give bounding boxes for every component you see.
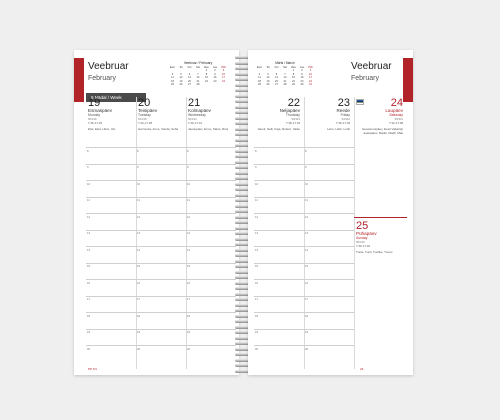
mini-day-cell: 13	[188, 76, 191, 80]
hour-label: 10	[137, 181, 141, 186]
day-name-en: Saturday	[389, 113, 403, 117]
mini-head-cell: Lau	[299, 66, 305, 69]
left-mini-title: Veebruar / February	[183, 61, 213, 65]
hour-label: 11	[305, 198, 308, 202]
mini-head-cell: Lau	[212, 66, 218, 69]
hour-label: 9	[87, 165, 89, 169]
sunday-separator	[354, 217, 407, 218]
day-column-19[interactable]	[86, 97, 137, 369]
mini-day-cell: 2	[214, 69, 216, 73]
hour-label: 20	[305, 346, 309, 351]
hour-line	[304, 164, 354, 169]
mini-day-cell: 25	[171, 82, 174, 86]
sunrise-sunset: 7:40–17:31	[188, 121, 202, 125]
hour-label: 15	[137, 264, 141, 268]
hour-label: 16	[305, 280, 309, 285]
sunrise-sunset: 7:35–17:36	[336, 121, 350, 125]
day-name-en: Friday	[340, 113, 350, 117]
hour-label: 18	[187, 313, 191, 318]
name-days: Janeli, Nelli, Kaja, Robert, Vaike	[257, 127, 300, 131]
hour-label: 11	[187, 198, 190, 202]
hour-line	[136, 147, 186, 153]
hour-label: 15	[87, 264, 91, 268]
hour-label: 17	[87, 297, 91, 301]
mini-head-cell: Ree	[291, 66, 296, 69]
hour-line	[304, 197, 354, 202]
right-month-en: February	[351, 75, 380, 82]
hour-label: 19	[255, 330, 259, 334]
mini-head-cell: Püh	[221, 66, 226, 69]
hour-label: 16	[255, 280, 259, 285]
mini-head-cell: Nel	[283, 66, 287, 69]
right-mini-calendar	[256, 61, 314, 86]
hour-line	[254, 147, 304, 153]
mini-day-cell: 26	[179, 82, 183, 86]
hour-line	[186, 345, 236, 351]
hour-line	[304, 312, 354, 318]
right-mini-body	[256, 69, 314, 86]
mini-head-cell: Kol	[274, 66, 279, 69]
mini-day-cell: 1	[292, 69, 295, 73]
hour-label: 18	[305, 313, 309, 318]
planner-spread	[74, 50, 413, 375]
sunrise-sunset: 7:45–17:26	[88, 121, 102, 125]
mini-day-cell	[203, 83, 210, 86]
hour-line	[254, 246, 304, 252]
hour-label: 20	[187, 346, 191, 351]
hour-line	[254, 329, 304, 334]
mini-day-cell: 16	[300, 76, 304, 80]
mini-day-cell: 11	[258, 76, 261, 80]
right-page-number: 23	[360, 367, 364, 371]
hour-line	[136, 180, 186, 186]
mini-day-cell: 24	[222, 79, 225, 83]
mini-day-cell	[220, 83, 227, 86]
hour-label: 13	[187, 231, 191, 235]
mini-day-cell: 27	[275, 82, 278, 86]
hour-label: 12	[87, 214, 91, 219]
day-count: 52/314	[188, 117, 197, 121]
left-month-en: February	[88, 75, 117, 82]
hour-line	[304, 345, 354, 351]
day-name-en: Tuesday	[138, 113, 151, 117]
mini-day-cell: 20	[275, 79, 278, 83]
hour-label: 9	[137, 165, 139, 169]
day-name-en: Thursday	[285, 113, 300, 117]
day-count: 56/310	[356, 240, 365, 244]
hour-line	[304, 213, 354, 219]
hour-line	[304, 230, 354, 235]
mini-day-cell: 24	[309, 79, 312, 83]
mini-day-cell	[212, 83, 219, 86]
hour-label: 8	[137, 148, 139, 153]
hour-line	[86, 147, 136, 153]
hour-line	[186, 246, 236, 252]
hour-line	[254, 263, 304, 268]
name-days: Tuule, Tuuli, Tuulike, Tuovo	[356, 250, 393, 254]
day-name: Teisipäev	[138, 108, 158, 113]
mini-day-cell: 21	[283, 79, 287, 83]
mini-day-cell: 14	[196, 76, 200, 80]
hour-line	[136, 345, 186, 351]
hour-line	[86, 230, 136, 235]
day-name-en: Monday	[88, 113, 101, 117]
hour-label: 10	[305, 181, 309, 186]
mini-day-cell: 11	[171, 76, 174, 80]
hour-label: 13	[255, 231, 259, 235]
mini-day-cell: 17	[309, 76, 312, 80]
name-days: Harmonia, Anne, Vanda, Sofia	[138, 127, 179, 131]
hour-label: 13	[305, 231, 309, 235]
mini-day-cell: 10	[222, 72, 225, 76]
hour-label: 9	[255, 165, 257, 169]
day-number: 25	[356, 220, 369, 232]
hour-line	[304, 147, 354, 153]
hour-label: 10	[87, 181, 91, 186]
name-days: Eha, Elsa, Hilve, Ülo	[88, 127, 116, 131]
hour-line	[86, 329, 136, 334]
hour-label: 14	[137, 247, 141, 252]
sunrise-sunset: 7:33–17:38	[389, 121, 403, 125]
hour-line	[86, 180, 136, 186]
hour-label: 10	[255, 181, 259, 186]
hour-line	[86, 197, 136, 202]
mini-head-cell: Tei	[179, 66, 183, 69]
hour-label: 19	[87, 330, 91, 334]
mini-day-cell: 13	[275, 76, 278, 80]
day-count: 51/315	[138, 117, 147, 121]
mini-head-cell: Püh	[308, 66, 313, 69]
mini-day-cell: 29	[292, 82, 295, 86]
hour-line	[186, 213, 236, 219]
hour-line	[136, 230, 186, 235]
hour-line	[86, 345, 136, 351]
hour-label: 20	[255, 346, 259, 351]
hour-line	[86, 296, 136, 301]
mini-day-cell: 18	[171, 79, 174, 83]
day-name: Kolmapäev	[188, 108, 211, 113]
day-name: Neljapäev	[279, 108, 300, 113]
hour-line	[254, 279, 304, 285]
hour-line	[254, 312, 304, 318]
left-week-bar: 8 Nädal / Week	[86, 93, 146, 102]
day-number: 20	[138, 97, 151, 109]
day-column-21[interactable]	[186, 97, 236, 369]
hour-label: 11	[137, 198, 140, 202]
hour-line	[186, 329, 236, 334]
hour-label: 13	[87, 231, 91, 235]
hour-line	[254, 213, 304, 219]
hour-line	[304, 296, 354, 301]
mini-day-cell: 9	[214, 72, 216, 76]
mini-day-cell: 8	[292, 72, 295, 76]
hour-label: 17	[255, 297, 259, 301]
mini-day-cell: 18	[258, 79, 261, 83]
hour-line	[86, 279, 136, 285]
mini-day-cell: 5	[180, 72, 182, 76]
hour-label: 14	[305, 247, 309, 252]
hour-line	[304, 279, 354, 285]
mini-day-cell: 19	[179, 79, 183, 83]
mini-day-cell: 7	[197, 72, 199, 76]
hour-label: 13	[137, 231, 141, 235]
mini-day-cell: 20	[188, 79, 191, 83]
day-name-en: Sunday	[356, 236, 368, 240]
day-number: 24	[390, 97, 403, 109]
hour-label: 12	[187, 214, 191, 219]
left-month-box	[86, 58, 138, 91]
hour-label: 19	[305, 330, 309, 334]
hour-line	[136, 213, 186, 219]
hour-label: 15	[255, 264, 259, 268]
hour-label: 18	[87, 313, 91, 318]
day-count: 53/313	[291, 117, 300, 121]
day-number: 19	[88, 97, 101, 109]
mini-day-cell: 16	[213, 76, 217, 80]
hour-line	[254, 345, 304, 351]
sunrise-sunset: 7:30–17:40	[356, 244, 370, 248]
left-mini-body	[169, 69, 227, 86]
hour-line	[136, 279, 186, 285]
hour-line	[304, 180, 354, 186]
hour-label: 17	[137, 297, 141, 301]
mini-day-cell: 6	[275, 72, 278, 76]
hour-line	[186, 180, 236, 186]
hour-line	[186, 263, 236, 268]
day-count: 50/316	[88, 117, 97, 121]
mini-day-cell: 3	[222, 69, 225, 73]
hour-line	[304, 246, 354, 252]
hour-label: 19	[187, 330, 191, 334]
left-red-tab	[74, 58, 84, 102]
hour-label: 18	[255, 313, 259, 318]
mini-day-cell: 6	[188, 72, 191, 76]
hour-line	[136, 197, 186, 202]
hour-label: 8	[87, 148, 89, 153]
mini-day-cell: 5	[267, 72, 269, 76]
hour-label: 17	[305, 297, 309, 301]
mini-week-row	[169, 83, 227, 86]
mini-day-cell: 28	[283, 82, 287, 86]
mini-head-cell: Ree	[204, 66, 209, 69]
mini-day-cell: 14	[283, 76, 287, 80]
hour-label: 15	[305, 264, 309, 268]
hour-line	[86, 213, 136, 219]
mini-day-cell: 10	[309, 72, 312, 76]
left-mini-calendar	[169, 61, 227, 86]
hour-label: 8	[187, 148, 189, 153]
day-count: 55/311	[394, 117, 403, 121]
mini-day-cell: 3	[309, 69, 312, 73]
hour-line	[186, 197, 236, 202]
right-month-et: Veebruar	[351, 61, 392, 72]
mini-head-cell: Kol	[187, 66, 192, 69]
hour-label: 16	[87, 280, 91, 285]
hour-label: 20	[87, 346, 91, 351]
hour-label: 12	[255, 214, 259, 219]
hour-line	[186, 279, 236, 285]
hour-line	[86, 263, 136, 268]
hour-line	[254, 197, 304, 202]
mini-day-cell: 19	[266, 79, 270, 83]
hour-label: 8	[255, 148, 257, 153]
hour-label: 12	[137, 214, 141, 219]
hour-label: 9	[187, 165, 189, 169]
mini-day-cell: 23	[300, 79, 304, 83]
day-column-22[interactable]	[254, 97, 305, 369]
hour-label: 11	[255, 198, 258, 202]
hour-line	[254, 230, 304, 235]
left-month-et: Veebruar	[88, 61, 129, 72]
hour-line	[254, 180, 304, 186]
hour-line	[136, 246, 186, 252]
hour-line	[254, 164, 304, 169]
hour-label: 9	[305, 165, 307, 169]
mini-day-cell: 12	[179, 76, 183, 80]
hour-line	[136, 164, 186, 169]
day-name: Laupäev	[385, 108, 403, 113]
left-page	[74, 50, 239, 375]
hour-label: 11	[87, 198, 90, 202]
hour-label: 14	[187, 247, 191, 252]
mini-day-cell: 31	[309, 82, 312, 86]
hour-line	[136, 329, 186, 334]
hour-line	[186, 296, 236, 301]
hour-label: 8	[305, 148, 307, 153]
mini-day-cell: 15	[292, 76, 295, 80]
hour-line	[136, 296, 186, 301]
day-column-23[interactable]	[304, 97, 355, 369]
hour-label: 17	[187, 297, 191, 301]
hour-line	[86, 164, 136, 169]
day-number: 21	[188, 97, 201, 109]
hour-line	[186, 147, 236, 153]
mini-day-cell: 4	[258, 72, 261, 76]
mini-day-cell: 1	[205, 69, 208, 73]
hour-line	[304, 329, 354, 334]
name-days: Leho, Lahti, Lehti	[326, 127, 350, 131]
hour-label: 16	[187, 280, 191, 285]
hour-line	[186, 164, 236, 169]
day-name: Esmaspäev	[88, 108, 113, 113]
left-header	[74, 58, 239, 102]
hour-line	[86, 246, 136, 252]
name-days: Jaanupäev, Ermo, Mario, Rica	[188, 127, 229, 131]
mini-day-cell: 4	[171, 72, 174, 76]
left-page-number: PP 3/1	[88, 367, 97, 371]
hour-line	[86, 312, 136, 318]
right-red-tab	[403, 58, 413, 102]
mini-day-cell: 7	[284, 72, 286, 76]
mini-day-cell: 22	[292, 79, 295, 83]
sunrise-sunset: 7:43–17:28	[138, 121, 152, 125]
day-name-en: Wednesday	[188, 113, 206, 117]
mini-day-cell: 15	[205, 76, 208, 80]
hour-line	[136, 312, 186, 318]
hour-label: 16	[137, 280, 141, 285]
hour-label: 20	[137, 346, 141, 351]
mini-day-cell: 12	[266, 76, 270, 80]
hour-label: 18	[137, 313, 141, 318]
hour-line	[186, 312, 236, 318]
mini-day-cell: 21	[196, 79, 200, 83]
hour-label: 12	[305, 214, 309, 219]
mini-head-cell: Esm	[256, 66, 263, 69]
mini-day-cell: 22	[205, 79, 208, 83]
mini-day-cell: 28	[196, 82, 200, 86]
day-name: Pühapäev	[356, 231, 377, 236]
day-count: 54/312	[341, 117, 350, 121]
mini-head-cell: Nel	[196, 66, 200, 69]
hour-label: 10	[187, 181, 191, 186]
day-column-24-25[interactable]	[354, 97, 407, 369]
hour-line	[254, 296, 304, 301]
mini-day-cell: 26	[266, 82, 270, 86]
mini-day-cell: 25	[258, 82, 261, 86]
mini-day-cell: 9	[301, 72, 303, 76]
right-mini-title: Märts / March	[275, 61, 295, 65]
hour-line	[136, 263, 186, 268]
mini-day-cell: 23	[213, 79, 217, 83]
right-header	[248, 58, 413, 102]
hour-line	[304, 263, 354, 268]
hour-label: 19	[137, 330, 141, 334]
mini-head-cell: Tei	[266, 66, 270, 69]
hour-line	[186, 230, 236, 235]
mini-day-cell: 27	[188, 82, 191, 86]
day-column-20[interactable]	[136, 97, 187, 369]
estonian-flag-icon	[356, 99, 364, 105]
hour-label: 14	[255, 247, 259, 252]
hour-label: 15	[187, 264, 191, 268]
right-month-box	[349, 58, 401, 91]
mini-day-cell: 8	[205, 72, 208, 76]
name-days: Iseseisvuspäev, Eesti Vabariigi aastapäev, Madis, Madli, Mati	[362, 127, 403, 135]
right-page	[248, 50, 413, 375]
mini-day-cell: 2	[301, 69, 303, 73]
hour-label: 14	[87, 247, 91, 252]
day-number: 22	[287, 97, 300, 109]
day-number: 23	[337, 97, 350, 109]
day-name: Reede	[336, 108, 350, 113]
sunrise-sunset: 7:38–17:33	[286, 121, 300, 125]
mini-day-cell: 30	[300, 82, 304, 86]
mini-head-cell: Esm	[169, 66, 176, 69]
mini-week-row	[256, 83, 314, 86]
mini-day-cell: 17	[222, 76, 225, 80]
